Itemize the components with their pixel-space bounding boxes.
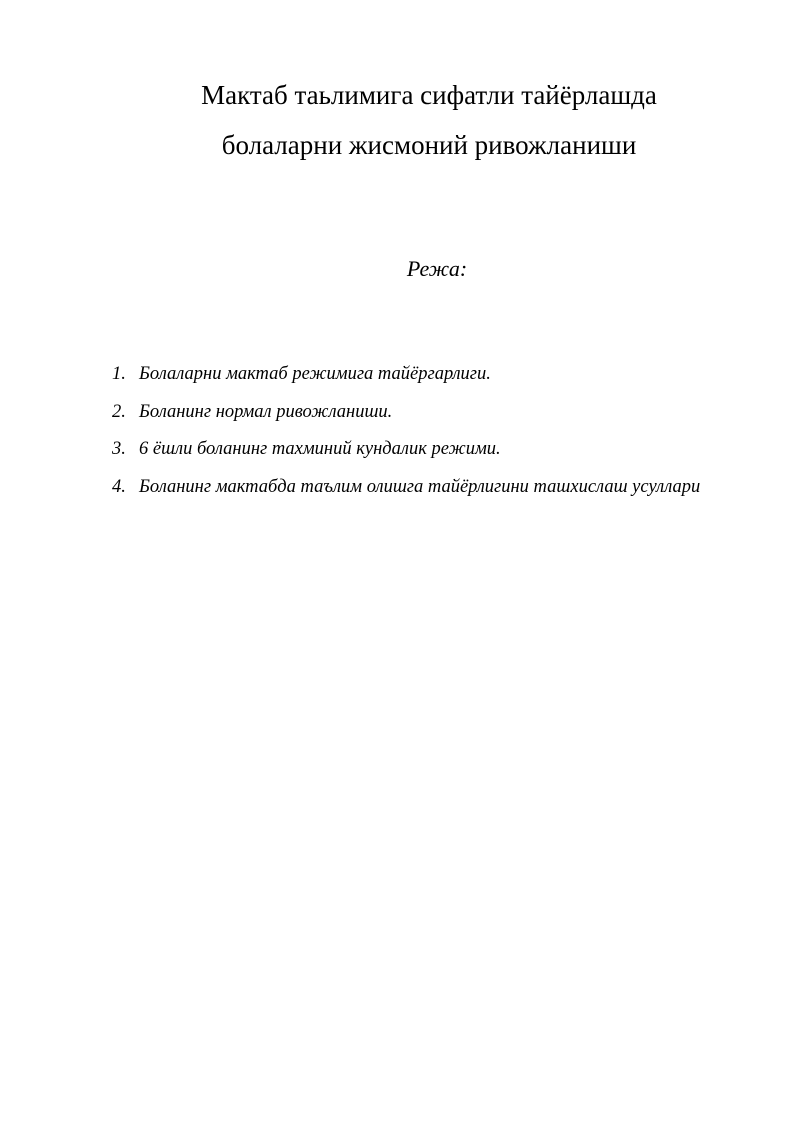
plan-item-number: 1.: [112, 364, 126, 384]
plan-item-1: [112, 356, 744, 394]
plan-item-text: Болаларни мактаб режимига тайёргарлиги.: [139, 364, 491, 384]
plan-heading: Режа:: [406, 256, 468, 281]
plan-item-text: 6 ёшли боланинг тахминий кундалик режими.: [139, 439, 501, 459]
plan-item-number: 2.: [112, 401, 126, 422]
plan-item-number: 3.: [112, 439, 126, 459]
document-title-line-1: Мактаб таьлимига сифатли тайёрлашда: [201, 80, 657, 110]
plan-item-text: Боланинг нормал ривожланиши.: [139, 401, 393, 422]
plan-item-3: [112, 431, 744, 469]
plan-list: [112, 356, 744, 506]
plan-item-4: [112, 469, 744, 507]
plan-item-2: [112, 394, 744, 432]
document-title-line-2: болаларни жисмоний ривожланиши: [221, 130, 637, 160]
plan-item-text: Боланинг мактабда таълим олишга тайёрлигини ташхислаш усуллари: [139, 476, 701, 497]
plan-item-number: 4.: [112, 476, 126, 497]
